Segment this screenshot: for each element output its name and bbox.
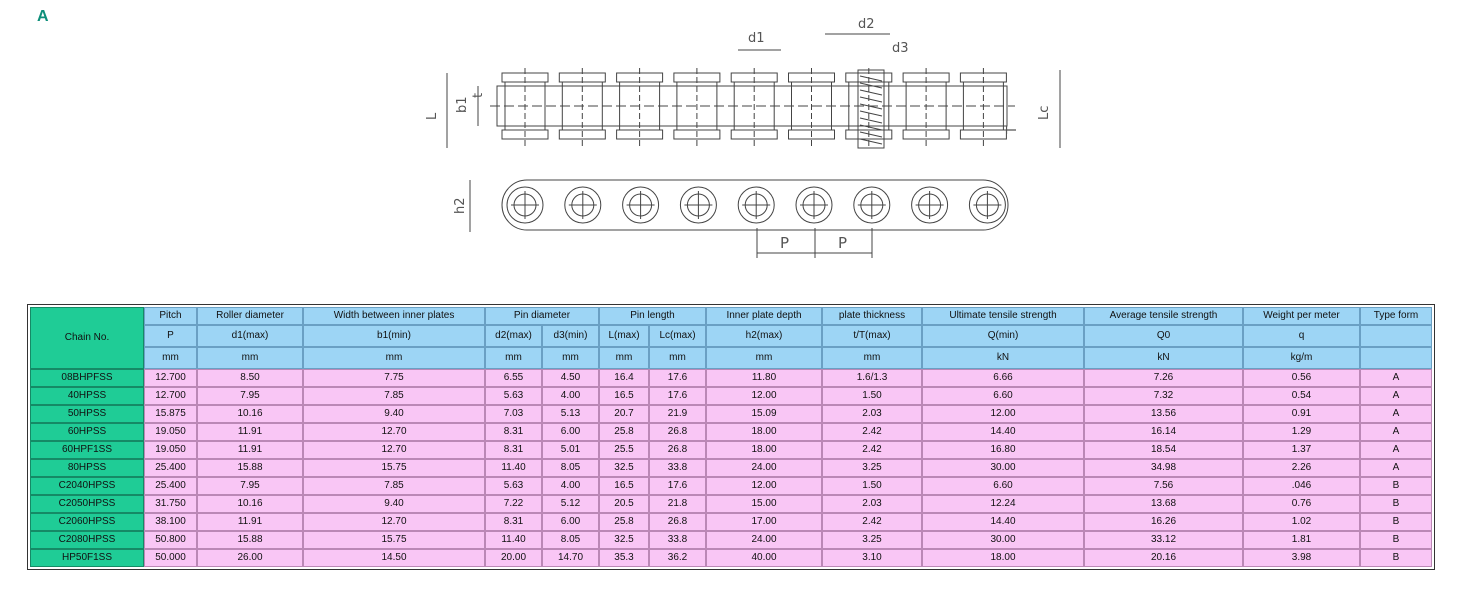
header-symbol: P bbox=[145, 326, 196, 346]
value-cell: 25.5 bbox=[600, 442, 648, 458]
header-group-row bbox=[31, 308, 1431, 324]
label-T: T bbox=[1005, 126, 1020, 134]
value-cell: 25.400 bbox=[145, 460, 196, 476]
header-roller-diameter: Roller diameter bbox=[198, 308, 302, 324]
header-symbol: Q(min) bbox=[923, 326, 1083, 346]
value-cell: 2.03 bbox=[823, 406, 921, 422]
table-row bbox=[31, 532, 1431, 548]
value-cell: 2.42 bbox=[823, 442, 921, 458]
header-type-form: Type form bbox=[1361, 308, 1431, 324]
value-cell: 17.6 bbox=[650, 388, 705, 404]
header-ultimate-tensile: Ultimate tensile strength bbox=[923, 308, 1083, 324]
header-unit: mm bbox=[304, 348, 484, 368]
header-symbol-row bbox=[31, 326, 1431, 346]
value-cell: 34.98 bbox=[1085, 460, 1242, 476]
header-unit: mm bbox=[650, 348, 705, 368]
value-cell: 3.10 bbox=[823, 550, 921, 566]
value-cell: 26.8 bbox=[650, 442, 705, 458]
value-cell: 40.00 bbox=[707, 550, 821, 566]
value-cell: 7.95 bbox=[198, 388, 302, 404]
header-unit: kg/m bbox=[1244, 348, 1359, 368]
value-cell: 11.40 bbox=[486, 460, 541, 476]
table-row bbox=[31, 424, 1431, 440]
value-cell: 6.60 bbox=[923, 478, 1083, 494]
value-cell: 2.03 bbox=[823, 496, 921, 512]
value-cell: 6.00 bbox=[543, 424, 598, 440]
value-cell: 15.09 bbox=[707, 406, 821, 422]
value-cell: 16.5 bbox=[600, 388, 648, 404]
chain-number-cell: C2050HPSS bbox=[31, 496, 143, 512]
header-pin-length: Pin length bbox=[600, 308, 705, 324]
value-cell: 7.75 bbox=[304, 370, 484, 386]
value-cell: 19.050 bbox=[145, 442, 196, 458]
header-unit: mm bbox=[600, 348, 648, 368]
header-average-tensile: Average tensile strength bbox=[1085, 308, 1242, 324]
value-cell: 7.03 bbox=[486, 406, 541, 422]
value-cell: 21.9 bbox=[650, 406, 705, 422]
value-cell: 7.56 bbox=[1085, 478, 1242, 494]
value-cell: B bbox=[1361, 478, 1431, 494]
value-cell: A bbox=[1361, 460, 1431, 476]
header-symbol: b1(min) bbox=[304, 326, 484, 346]
value-cell: 6.55 bbox=[486, 370, 541, 386]
value-cell: 18.00 bbox=[707, 442, 821, 458]
value-cell: B bbox=[1361, 514, 1431, 530]
table-row bbox=[31, 514, 1431, 530]
value-cell: 8.31 bbox=[486, 442, 541, 458]
table-row bbox=[31, 460, 1431, 476]
label-L: L bbox=[425, 112, 440, 120]
chain-number-cell: 50HPSS bbox=[31, 406, 143, 422]
chain-top-view bbox=[447, 34, 1060, 148]
value-cell: 5.13 bbox=[543, 406, 598, 422]
value-cell: 3.25 bbox=[823, 532, 921, 548]
value-cell: 5.12 bbox=[543, 496, 598, 512]
label-d3: d3 bbox=[892, 41, 909, 56]
chain-number-cell: 40HPSS bbox=[31, 388, 143, 404]
value-cell: 2.26 bbox=[1244, 460, 1359, 476]
value-cell: 13.68 bbox=[1085, 496, 1242, 512]
chain-number-cell: 80HPSS bbox=[31, 460, 143, 476]
value-cell: 1.29 bbox=[1244, 424, 1359, 440]
value-cell: 14.50 bbox=[304, 550, 484, 566]
label-d1: d1 bbox=[748, 31, 765, 46]
table-row bbox=[31, 406, 1431, 422]
header-unit: mm bbox=[543, 348, 598, 368]
value-cell: 17.00 bbox=[707, 514, 821, 530]
header-symbol: L(max) bbox=[600, 326, 648, 346]
value-cell: 36.2 bbox=[650, 550, 705, 566]
value-cell: 50.800 bbox=[145, 532, 196, 548]
value-cell: 12.700 bbox=[145, 370, 196, 386]
table-row bbox=[31, 478, 1431, 494]
value-cell: 26.8 bbox=[650, 514, 705, 530]
value-cell: 32.5 bbox=[600, 532, 648, 548]
value-cell: 8.05 bbox=[543, 460, 598, 476]
pin-hatch bbox=[860, 76, 882, 81]
value-cell: 11.91 bbox=[198, 442, 302, 458]
value-cell: 12.700 bbox=[145, 388, 196, 404]
value-cell: 10.16 bbox=[198, 496, 302, 512]
table-row bbox=[31, 370, 1431, 386]
header-unit: mm bbox=[823, 348, 921, 368]
value-cell: 1.50 bbox=[823, 388, 921, 404]
chain-number-cell: C2080HPSS bbox=[31, 532, 143, 548]
value-cell: 7.85 bbox=[304, 388, 484, 404]
header-symbol: Q0 bbox=[1085, 326, 1242, 346]
header-symbol: t/T(max) bbox=[823, 326, 921, 346]
table-row bbox=[31, 388, 1431, 404]
chain-drawing bbox=[0, 0, 1474, 300]
value-cell: 11.91 bbox=[198, 514, 302, 530]
value-cell: A bbox=[1361, 388, 1431, 404]
value-cell: 20.5 bbox=[600, 496, 648, 512]
value-cell: 15.75 bbox=[304, 532, 484, 548]
value-cell: 12.24 bbox=[923, 496, 1083, 512]
header-width-inner-plates: Width between inner plates bbox=[304, 308, 484, 324]
value-cell: A bbox=[1361, 406, 1431, 422]
value-cell: 7.22 bbox=[486, 496, 541, 512]
chain-number-cell: C2040HPSS bbox=[31, 478, 143, 494]
value-cell: 26.00 bbox=[198, 550, 302, 566]
chain-spec-table bbox=[29, 306, 1433, 568]
value-cell: 0.91 bbox=[1244, 406, 1359, 422]
pin-hatch bbox=[860, 111, 882, 116]
value-cell: .046 bbox=[1244, 478, 1359, 494]
value-cell: A bbox=[1361, 424, 1431, 440]
pin-hatch bbox=[860, 97, 882, 102]
value-cell: 7.95 bbox=[198, 478, 302, 494]
value-cell: 2.42 bbox=[823, 424, 921, 440]
label-Lc: Lc bbox=[1037, 105, 1052, 120]
header-symbol: d2(max) bbox=[486, 326, 541, 346]
value-cell: 16.26 bbox=[1085, 514, 1242, 530]
value-cell: 0.56 bbox=[1244, 370, 1359, 386]
header-symbol: q bbox=[1244, 326, 1359, 346]
header-unit: kN bbox=[923, 348, 1083, 368]
header-symbol bbox=[1361, 326, 1431, 346]
value-cell: 0.54 bbox=[1244, 388, 1359, 404]
chain-spec-table-frame bbox=[27, 304, 1435, 570]
value-cell: 11.91 bbox=[198, 424, 302, 440]
value-cell: 50.000 bbox=[145, 550, 196, 566]
value-cell: 1.37 bbox=[1244, 442, 1359, 458]
label-pitch-1: P bbox=[780, 234, 790, 252]
value-cell: 15.00 bbox=[707, 496, 821, 512]
value-cell: 9.40 bbox=[304, 496, 484, 512]
value-cell: 4.00 bbox=[543, 478, 598, 494]
value-cell: 12.70 bbox=[304, 442, 484, 458]
value-cell: 20.16 bbox=[1085, 550, 1242, 566]
value-cell: 8.31 bbox=[486, 514, 541, 530]
value-cell: 8.50 bbox=[198, 370, 302, 386]
value-cell: 12.00 bbox=[923, 406, 1083, 422]
value-cell: 33.8 bbox=[650, 532, 705, 548]
value-cell: 7.26 bbox=[1085, 370, 1242, 386]
value-cell: 14.40 bbox=[923, 514, 1083, 530]
value-cell: A bbox=[1361, 370, 1431, 386]
label-pitch-2: P bbox=[838, 234, 848, 252]
pin-hatch bbox=[860, 118, 882, 123]
chain-number-cell: 08BHPFSS bbox=[31, 370, 143, 386]
value-cell: 6.00 bbox=[543, 514, 598, 530]
value-cell: 9.40 bbox=[304, 406, 484, 422]
chain-number-cell: 60HPSS bbox=[31, 424, 143, 440]
value-cell: 5.63 bbox=[486, 388, 541, 404]
header-unit-row bbox=[31, 348, 1431, 368]
value-cell: 10.16 bbox=[198, 406, 302, 422]
value-cell: 0.76 bbox=[1244, 496, 1359, 512]
header-unit: mm bbox=[198, 348, 302, 368]
value-cell: 32.5 bbox=[600, 460, 648, 476]
value-cell: 7.85 bbox=[304, 478, 484, 494]
value-cell: 13.56 bbox=[1085, 406, 1242, 422]
chain-side-view bbox=[470, 180, 1008, 258]
pin-hatch bbox=[860, 132, 882, 137]
header-unit bbox=[1361, 348, 1431, 368]
chain-number-cell: C2060HPSS bbox=[31, 514, 143, 530]
label-b1: b1 bbox=[455, 96, 470, 113]
value-cell: 14.40 bbox=[923, 424, 1083, 440]
value-cell: 16.14 bbox=[1085, 424, 1242, 440]
value-cell: 15.88 bbox=[198, 460, 302, 476]
value-cell: 15.875 bbox=[145, 406, 196, 422]
value-cell: 5.63 bbox=[486, 478, 541, 494]
chain-number-cell: 60HPF1SS bbox=[31, 442, 143, 458]
value-cell: 15.75 bbox=[304, 460, 484, 476]
value-cell: 30.00 bbox=[923, 532, 1083, 548]
value-cell: B bbox=[1361, 496, 1431, 512]
value-cell: 11.40 bbox=[486, 532, 541, 548]
header-weight-per-meter: Weight per meter bbox=[1244, 308, 1359, 324]
header-symbol: Lc(max) bbox=[650, 326, 705, 346]
value-cell: 16.4 bbox=[600, 370, 648, 386]
value-cell: A bbox=[1361, 442, 1431, 458]
value-cell: 3.98 bbox=[1244, 550, 1359, 566]
value-cell: 19.050 bbox=[145, 424, 196, 440]
value-cell: 5.01 bbox=[543, 442, 598, 458]
value-cell: 1.6/1.3 bbox=[823, 370, 921, 386]
value-cell: 16.5 bbox=[600, 478, 648, 494]
value-cell: 30.00 bbox=[923, 460, 1083, 476]
value-cell: 26.8 bbox=[650, 424, 705, 440]
table-row bbox=[31, 496, 1431, 512]
value-cell: B bbox=[1361, 550, 1431, 566]
label-h2: h2 bbox=[453, 197, 468, 214]
value-cell: 15.88 bbox=[198, 532, 302, 548]
label-d2: d2 bbox=[858, 17, 875, 32]
value-cell: 8.05 bbox=[543, 532, 598, 548]
header-unit: mm bbox=[486, 348, 541, 368]
value-cell: 12.00 bbox=[707, 388, 821, 404]
value-cell: 4.50 bbox=[543, 370, 598, 386]
value-cell: 18.54 bbox=[1085, 442, 1242, 458]
value-cell: 20.00 bbox=[486, 550, 541, 566]
header-symbol: d3(min) bbox=[543, 326, 598, 346]
value-cell: 33.12 bbox=[1085, 532, 1242, 548]
value-cell: 33.8 bbox=[650, 460, 705, 476]
value-cell: 17.6 bbox=[650, 370, 705, 386]
value-cell: 12.00 bbox=[707, 478, 821, 494]
value-cell: 1.02 bbox=[1244, 514, 1359, 530]
value-cell: 6.66 bbox=[923, 370, 1083, 386]
label-t: t bbox=[471, 92, 486, 98]
chain-number-cell: HP50F1SS bbox=[31, 550, 143, 566]
value-cell: 12.70 bbox=[304, 514, 484, 530]
value-cell: 1.81 bbox=[1244, 532, 1359, 548]
header-plate-thickness: plate thickness bbox=[823, 308, 921, 324]
value-cell: 12.70 bbox=[304, 424, 484, 440]
value-cell: 25.8 bbox=[600, 424, 648, 440]
value-cell: 20.7 bbox=[600, 406, 648, 422]
value-cell: 4.00 bbox=[543, 388, 598, 404]
table-row bbox=[31, 442, 1431, 458]
value-cell: 18.00 bbox=[923, 550, 1083, 566]
table-row bbox=[31, 550, 1431, 566]
pin-hatch bbox=[860, 139, 882, 144]
value-cell: 24.00 bbox=[707, 532, 821, 548]
value-cell: 2.42 bbox=[823, 514, 921, 530]
value-cell: 21.8 bbox=[650, 496, 705, 512]
header-pin-diameter: Pin diameter bbox=[486, 308, 598, 324]
header-pitch: Pitch bbox=[145, 308, 196, 324]
section-letter: A bbox=[37, 8, 49, 25]
value-cell: 18.00 bbox=[707, 424, 821, 440]
value-cell: 1.50 bbox=[823, 478, 921, 494]
value-cell: 8.31 bbox=[486, 424, 541, 440]
header-unit: kN bbox=[1085, 348, 1242, 368]
value-cell: 35.3 bbox=[600, 550, 648, 566]
header-symbol: h2(max) bbox=[707, 326, 821, 346]
value-cell: 25.400 bbox=[145, 478, 196, 494]
value-cell: 16.80 bbox=[923, 442, 1083, 458]
value-cell: 11.80 bbox=[707, 370, 821, 386]
chain-no-header: Chain No. bbox=[31, 308, 143, 368]
header-unit: mm bbox=[145, 348, 196, 368]
value-cell: 14.70 bbox=[543, 550, 598, 566]
value-cell: 38.100 bbox=[145, 514, 196, 530]
table-body bbox=[31, 370, 1431, 566]
header-inner-plate-depth: Inner plate depth bbox=[707, 308, 821, 324]
value-cell: 31.750 bbox=[145, 496, 196, 512]
header-symbol: d1(max) bbox=[198, 326, 302, 346]
value-cell: 3.25 bbox=[823, 460, 921, 476]
value-cell: 17.6 bbox=[650, 478, 705, 494]
value-cell: B bbox=[1361, 532, 1431, 548]
header-unit: mm bbox=[707, 348, 821, 368]
value-cell: 6.60 bbox=[923, 388, 1083, 404]
value-cell: 24.00 bbox=[707, 460, 821, 476]
pin-hatch bbox=[860, 90, 882, 95]
value-cell: 7.32 bbox=[1085, 388, 1242, 404]
value-cell: 25.8 bbox=[600, 514, 648, 530]
